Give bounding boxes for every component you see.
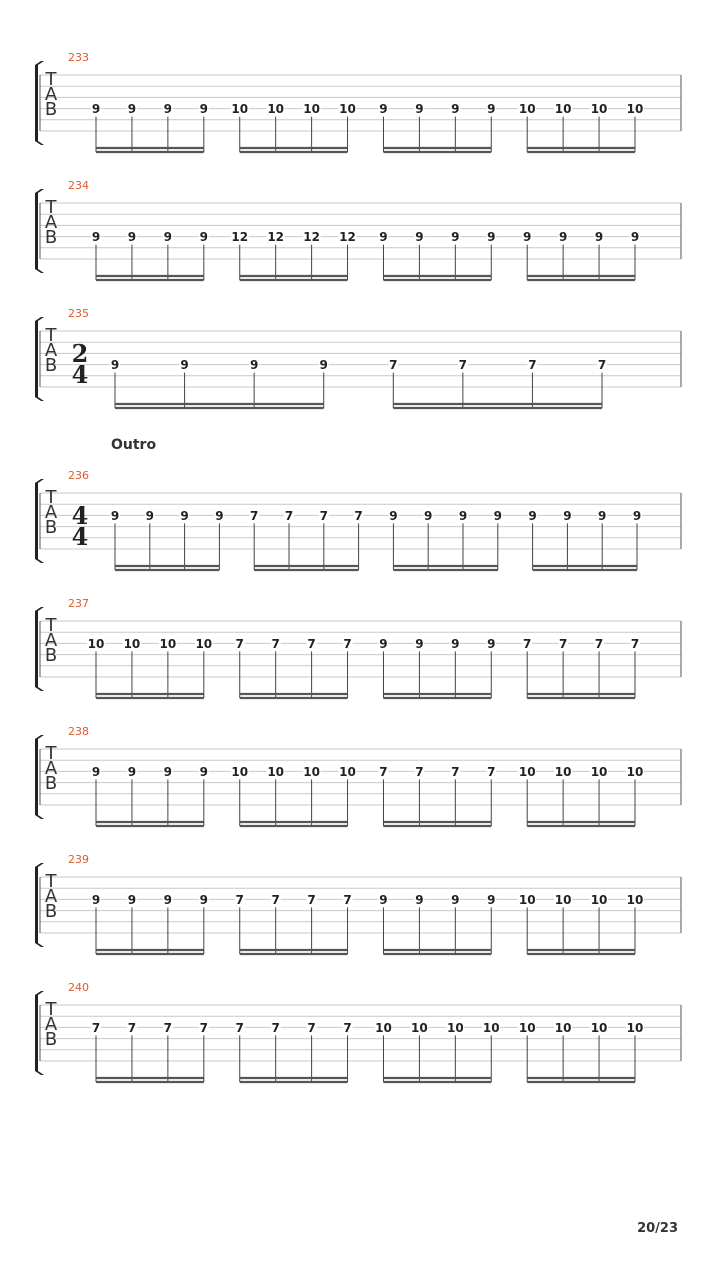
fret-number: 10 (590, 892, 608, 907)
tab-system-236 (0, 469, 720, 573)
measure-number: 237 (68, 597, 89, 610)
fret-number: 9 (487, 892, 496, 907)
tab-letter-a: A (44, 886, 58, 907)
tab-letter-a: A (44, 502, 58, 523)
fret-number: 10 (626, 764, 644, 779)
fret-number: 9 (127, 764, 137, 779)
fret-number: 7 (127, 1020, 137, 1035)
fret-number: 7 (235, 1020, 244, 1035)
fret-number: 10 (626, 892, 644, 907)
fret-number: 9 (523, 230, 532, 245)
tab-staff (0, 601, 720, 711)
fret-number: 9 (415, 102, 424, 117)
tab-staff (0, 473, 720, 583)
fret-number: 7 (528, 358, 537, 373)
fret-number: 9 (493, 508, 502, 523)
fret-number: 10 (626, 1020, 644, 1035)
fret-number: 7 (235, 636, 244, 651)
fret-number: 9 (379, 892, 388, 907)
tab-staff (0, 985, 720, 1095)
fret-number: 9 (91, 102, 101, 117)
fret-number: 9 (163, 230, 173, 245)
fret-number: 9 (630, 230, 640, 245)
fret-number: 10 (590, 1020, 608, 1035)
tab-letter-t: T (45, 487, 57, 508)
fret-number: 7 (594, 636, 604, 651)
time-signature-bottom: 4 (71, 360, 89, 389)
tab-staff (0, 311, 720, 421)
fret-number: 9 (528, 508, 537, 523)
fret-number: 9 (215, 508, 224, 523)
fret-number: 9 (424, 508, 433, 523)
fret-number: 9 (389, 508, 398, 523)
tab-letter-a: A (44, 84, 58, 105)
fret-number: 7 (343, 1020, 352, 1035)
fret-number: 10 (195, 636, 213, 651)
fret-number: 12 (267, 230, 285, 245)
tab-letter-t: T (45, 69, 57, 90)
fret-number: 7 (597, 358, 607, 373)
tab-letter-a: A (44, 212, 58, 233)
measure-number: 239 (68, 853, 89, 866)
fret-number: 9 (91, 764, 101, 779)
fret-number: 7 (558, 636, 568, 651)
fret-number: 9 (110, 358, 120, 373)
fret-number: 9 (127, 230, 137, 245)
time-signature-top: 2 (71, 339, 89, 368)
measure-number: 238 (68, 725, 89, 738)
tab-letter-t: T (45, 325, 57, 346)
fret-number: 9 (91, 230, 101, 245)
fret-number: 9 (598, 508, 607, 523)
fret-number: 9 (379, 230, 388, 245)
tab-staff (0, 729, 720, 839)
fret-number: 12 (231, 230, 249, 245)
tab-letter-b: B (44, 517, 58, 538)
fret-number: 9 (180, 358, 189, 373)
fret-number: 9 (451, 892, 460, 907)
fret-number: 9 (163, 102, 173, 117)
tab-letter-a: A (44, 630, 58, 651)
fret-number: 10 (518, 1020, 536, 1035)
fret-number: 9 (199, 764, 208, 779)
fret-number: 7 (307, 1020, 316, 1035)
fret-number: 9 (379, 102, 388, 117)
fret-number: 9 (451, 636, 460, 651)
fret-number: 10 (339, 764, 356, 779)
fret-number: 7 (343, 892, 352, 907)
tab-staff (0, 857, 720, 967)
fret-number: 9 (199, 230, 208, 245)
measure-number: 233 (68, 51, 89, 64)
tab-system-237 (0, 597, 720, 701)
tab-letter-t: T (45, 871, 57, 892)
fret-number: 9 (594, 230, 604, 245)
fret-number: 10 (554, 1020, 572, 1035)
fret-number: 10 (590, 102, 608, 117)
fret-number: 9 (199, 892, 208, 907)
fret-number: 9 (415, 892, 424, 907)
fret-number: 9 (163, 892, 173, 907)
fret-number: 10 (518, 892, 536, 907)
fret-number: 10 (482, 1020, 500, 1035)
fret-number: 10 (303, 764, 320, 779)
fret-number: 9 (127, 892, 137, 907)
fret-number: 9 (249, 358, 259, 373)
page-number: 20/23 (637, 1221, 678, 1236)
fret-number: 9 (451, 102, 460, 117)
fret-number: 10 (554, 102, 572, 117)
fret-number: 7 (523, 636, 532, 651)
fret-number: 9 (199, 102, 208, 117)
fret-number: 10 (375, 1020, 392, 1035)
fret-number: 9 (379, 636, 388, 651)
fret-number: 7 (415, 764, 424, 779)
fret-number: 9 (632, 508, 642, 523)
fret-number: 10 (518, 764, 536, 779)
tab-system-235 (0, 307, 720, 411)
fret-number: 10 (231, 764, 249, 779)
fret-number: 9 (110, 508, 120, 523)
fret-number: 9 (451, 230, 460, 245)
fret-number: 10 (123, 636, 141, 651)
tab-letter-t: T (45, 197, 57, 218)
fret-number: 9 (487, 230, 496, 245)
fret-number: 10 (159, 636, 177, 651)
fret-number: 7 (307, 892, 316, 907)
fret-number: 7 (487, 764, 496, 779)
tab-letter-b: B (44, 645, 58, 666)
fret-number: 7 (354, 508, 363, 523)
fret-number: 10 (267, 102, 285, 117)
tab-system-233 (0, 51, 720, 155)
tab-letter-b: B (44, 901, 58, 922)
tab-letter-a: A (44, 1014, 58, 1035)
tab-letter-b: B (44, 355, 58, 376)
fret-number: 9 (458, 508, 468, 523)
fret-number: 12 (303, 230, 320, 245)
fret-number: 7 (389, 358, 398, 373)
fret-number: 7 (163, 1020, 173, 1035)
tab-system-239 (0, 853, 720, 957)
tab-letter-t: T (45, 743, 57, 764)
fret-number: 12 (339, 230, 356, 245)
measure-number: 235 (68, 307, 89, 320)
fret-number: 7 (451, 764, 460, 779)
fret-number: 9 (415, 230, 424, 245)
fret-number: 9 (487, 636, 496, 651)
fret-number: 10 (267, 764, 285, 779)
fret-number: 9 (91, 892, 101, 907)
time-signature-top: 4 (71, 501, 89, 530)
fret-number: 7 (271, 636, 280, 651)
tab-letter-a: A (44, 340, 58, 361)
tab-system-238 (0, 725, 720, 829)
fret-number: 10 (626, 102, 644, 117)
fret-number: 9 (163, 764, 173, 779)
tab-system-234 (0, 179, 720, 283)
fret-number: 10 (231, 102, 249, 117)
tab-staff (0, 55, 720, 165)
fret-number: 9 (319, 358, 328, 373)
tab-staff (0, 183, 720, 293)
fret-number: 10 (303, 102, 320, 117)
fret-number: 9 (180, 508, 189, 523)
fret-number: 10 (339, 102, 356, 117)
fret-number: 10 (554, 892, 572, 907)
fret-number: 7 (271, 1020, 280, 1035)
tab-letter-b: B (44, 773, 58, 794)
fret-number: 9 (487, 102, 496, 117)
fret-number: 10 (590, 764, 608, 779)
fret-number: 7 (199, 1020, 208, 1035)
fret-number: 10 (518, 102, 536, 117)
fret-number: 7 (235, 892, 244, 907)
fret-number: 7 (271, 892, 280, 907)
fret-number: 7 (379, 764, 388, 779)
tab-letter-a: A (44, 758, 58, 779)
time-signature-bottom: 4 (71, 522, 89, 551)
tab-letter-t: T (45, 615, 57, 636)
section-label: Outro (111, 437, 157, 453)
fret-number: 10 (411, 1020, 428, 1035)
fret-number: 7 (458, 358, 468, 373)
fret-number: 9 (145, 508, 154, 523)
fret-number: 9 (558, 230, 568, 245)
fret-number: 10 (446, 1020, 464, 1035)
fret-number: 7 (319, 508, 328, 523)
measure-number: 234 (68, 179, 89, 192)
fret-number: 7 (91, 1020, 101, 1035)
tab-letter-b: B (44, 227, 58, 248)
fret-number: 7 (284, 508, 294, 523)
fret-number: 9 (415, 636, 424, 651)
tab-system-240 (0, 981, 720, 1085)
fret-number: 9 (563, 508, 572, 523)
fret-number: 7 (307, 636, 316, 651)
fret-number: 10 (87, 636, 105, 651)
tab-letter-b: B (44, 1029, 58, 1050)
fret-number: 9 (127, 102, 137, 117)
fret-number: 7 (343, 636, 352, 651)
fret-number: 7 (250, 508, 259, 523)
measure-number: 236 (68, 469, 89, 482)
tab-letter-b: B (44, 99, 58, 120)
measure-number: 240 (68, 981, 89, 994)
tab-letter-t: T (45, 999, 57, 1020)
fret-number: 7 (630, 636, 640, 651)
fret-number: 10 (554, 764, 572, 779)
